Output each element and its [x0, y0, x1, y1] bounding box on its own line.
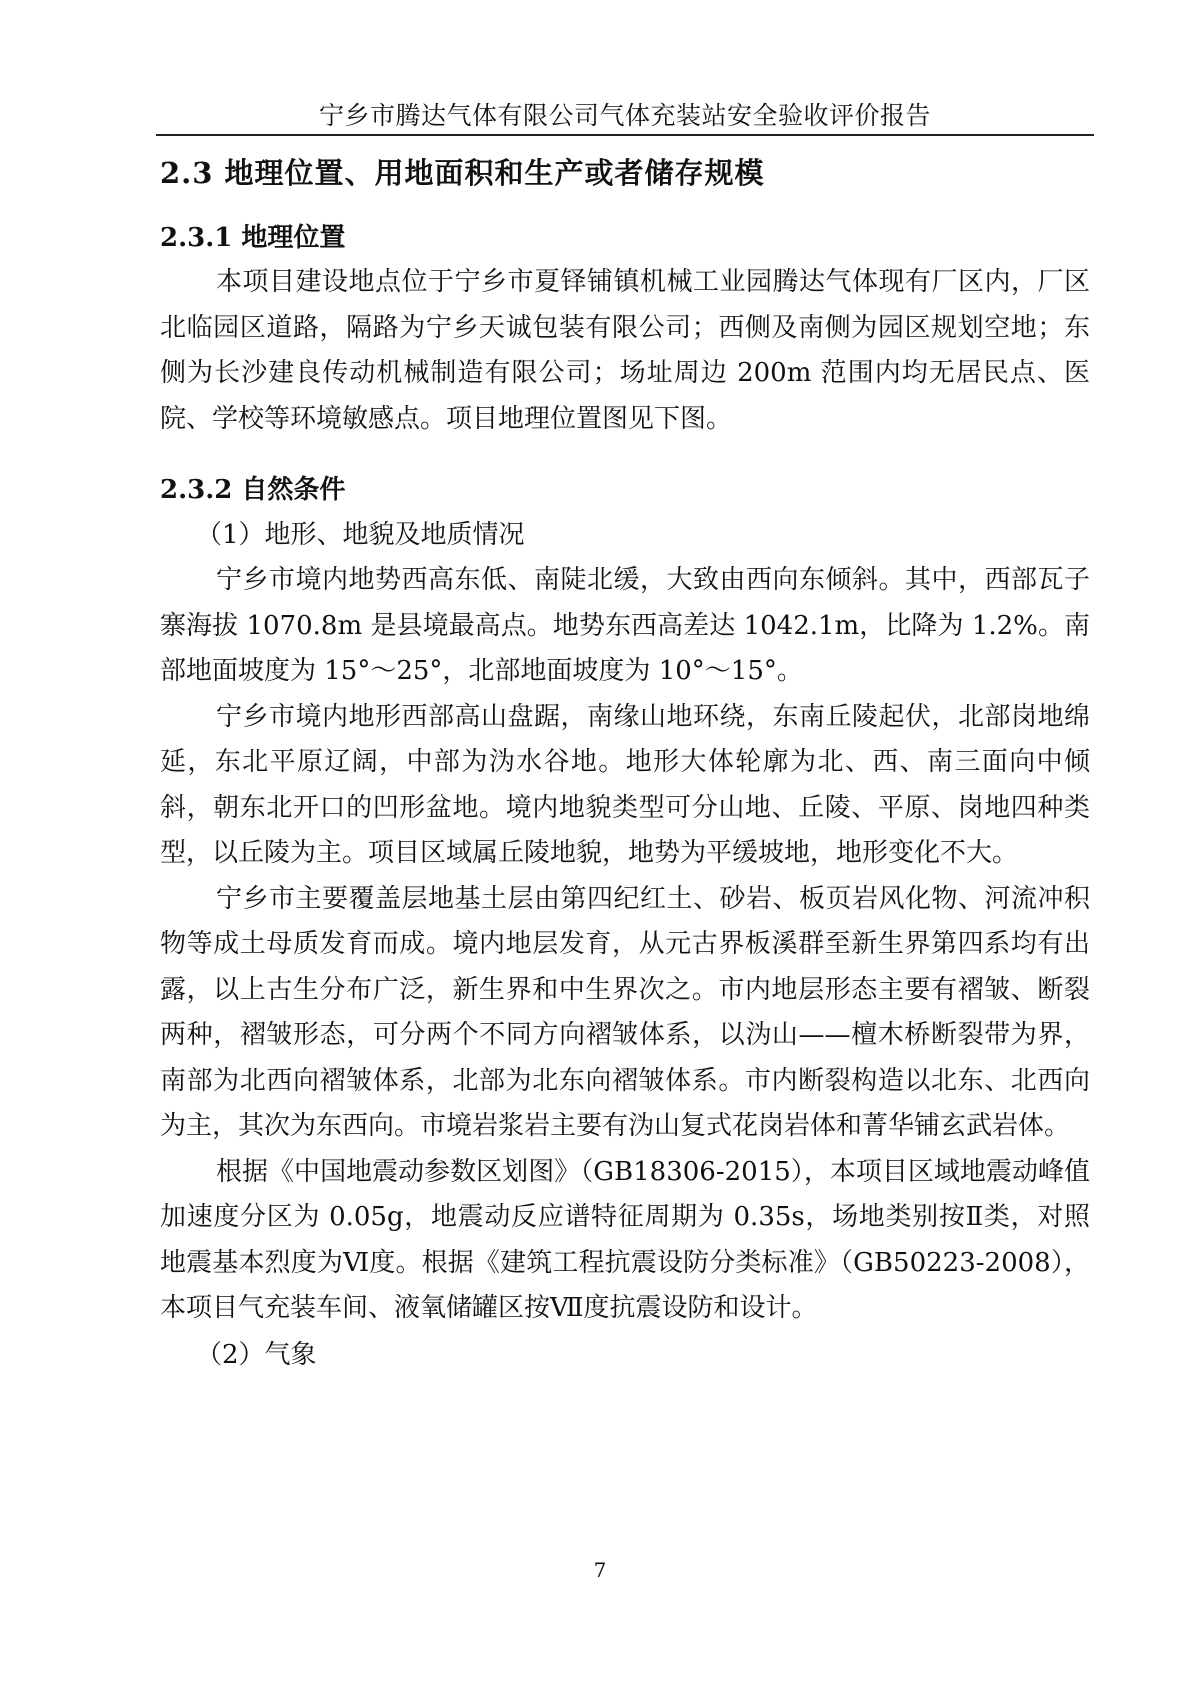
subsection-heading-2-3-1: 2.3.1 地理位置	[160, 223, 346, 253]
page-number: 7	[593, 1558, 607, 1582]
subsection-heading-2-3-2: 2.3.2 自然条件	[160, 475, 346, 505]
item-terrain-heading: （1）地形、地貌及地质情况	[196, 520, 525, 550]
paragraph-location: 本项目建设地点位于宁乡市夏铎铺镇机械工业园腾达气体现有厂区内，厂区北临园区道路，隔路为宁乡天诚包装有限公司；西侧及南侧为园区规划空地；东侧为长沙建良传动机械制造有限公司；场址周边 200m 范围内均无居民点、医院、学校等环境敏感点。项目地理位置图见下图。	[160, 267, 1090, 434]
section-heading-2-3: 2.3 地理位置、用地面积和生产或者储存规模	[160, 156, 765, 190]
item-climate-heading: （2）气象	[196, 1339, 317, 1370]
paragraph-seismic: 根据《中国地震动参数区划图》（GB18306-2015），本项目区域地震动峰值加速度分区为 0.05g，地震动反应谱特征周期为 0.35s，场地类别按Ⅱ类，对照地震基本烈度为Ⅵ度。根据《建筑工程抗震设防分类标准》（GB50223-2008），本项目气充装车间、液氧储罐区按Ⅶ度抗震设防和设计。	[160, 1156, 1090, 1323]
paragraph-terrain-elevation: 宁乡市境内地势西高东低、南陡北缓，大致由西向东倾斜。其中，西部瓦子寨海拔 1070.8m 是县境最高点。地势东西高差达 1042.1m，比降为 1.2%。南部地面坡度为 15°～25°，北部地面坡度为 10°～15°。	[160, 565, 1090, 686]
header-divider	[156, 134, 1094, 136]
paragraph-geology: 宁乡市主要覆盖层地基土层由第四纪红土、砂岩、板页岩风化物、河流冲积物等成土母质发育而成。境内地层发育，从元古界板溪群至新生界第四系均有出露，以上古生分布广泛，新生界和中生界次之。市内地层形态主要有褶皱、断裂两种，褶皱形态，可分两个不同方向褶皱体系，以沩山——檀木桥断裂带为界，南部为北西向褶皱体系，北部为北东向褶皱体系。市内断裂构造以北东、北西向为主，其次为东西向。市境岩浆岩主要有沩山复式花岗岩体和菁华铺玄武岩体。	[160, 883, 1090, 1141]
report-header-title: 宁乡市腾达气体有限公司气体充装站安全验收评价报告	[318, 101, 931, 130]
paragraph-terrain-landform: 宁乡市境内地形西部高山盘踞，南缘山地环绕，东南丘陵起伏，北部岗地绵延，东北平原辽阔，中部为沩水谷地。地形大体轮廓为北、西、南三面向中倾斜，朝东北开口的凹形盆地。境内地貌类型可分山地、丘陵、平原、岗地四种类型，以丘陵为主。项目区域属丘陵地貌，地势为平缓坡地，地形变化不大。	[160, 701, 1090, 868]
page-body	[160, 152, 1090, 1378]
